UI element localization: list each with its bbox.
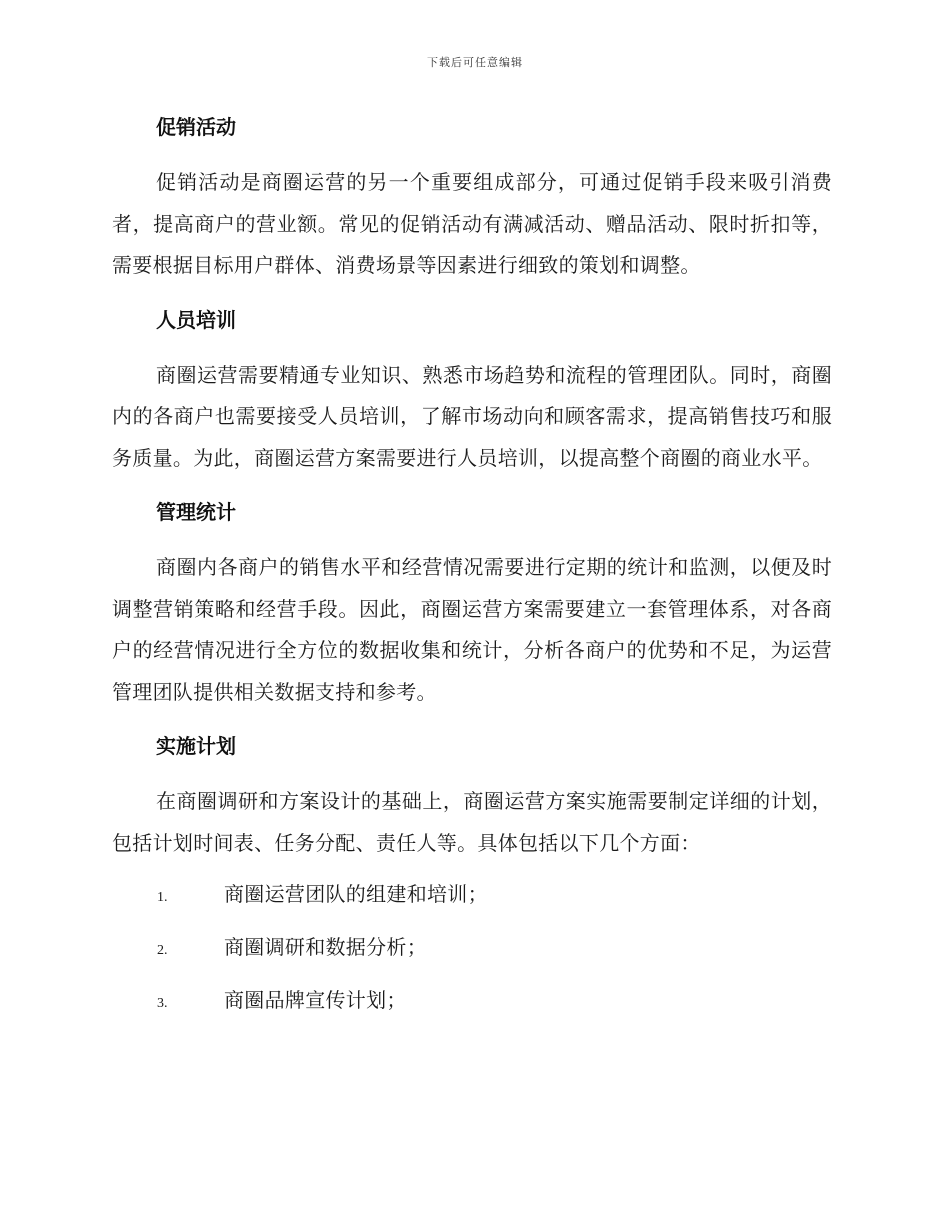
document-body xyxy=(112,108,832,1037)
section-heading-promotions: 促销活动 xyxy=(156,115,236,139)
list-item-number: 1. xyxy=(157,890,168,905)
section-heading-statistics: 管理统计 xyxy=(156,500,236,524)
implementation-list xyxy=(112,878,832,1037)
list-item-text: 商圈调研和数据分析； xyxy=(224,935,427,959)
list-item-number: 2. xyxy=(157,943,168,958)
list-item xyxy=(112,984,832,1037)
paragraph-implementation: 在商圈调研和方案设计的基础上，商圈运营方案实施需要制定详细的计划，包括计划时间表、任务分配、责任人等。具体包括以下几个方面： xyxy=(112,789,832,855)
paragraph-promotions: 促销活动是商圈运营的另一个重要组成部分，可通过促销手段来吸引消费者，提高商户的营业额。常见的促销活动有满减活动、赠品活动、限时折扣等，需要根据目标用户群体、消费场景等因素进行细致的策划和调整。 xyxy=(112,170,832,277)
list-item-text: 商圈运营团队的组建和培训； xyxy=(224,882,488,906)
paragraph-training: 商圈运营需要精通专业知识、熟悉市场趋势和流程的管理团队。同时，商圈内的各商户也需要接受人员培训，了解市场动向和顾客需求，提高销售技巧和服务质量。为此，商圈运营方案需要进行人员培训，以提高整个商圈的商业水平。 xyxy=(112,362,832,470)
section-heading-training: 人员培训 xyxy=(156,307,236,332)
page-header: 下载后可任意编辑 xyxy=(427,56,523,69)
list-item-number: 3. xyxy=(157,996,168,1011)
paragraph-statistics: 商圈内各商户的销售水平和经营情况需要进行定期的统计和监测，以便及时调整营销策略和经营手段。因此，商圈运营方案需要建立一套管理体系，对各商户的经营情况进行全方位的数据收集和统计，分析各商户的优势和不足，为运营管理团队提供相关数据支持和参考。 xyxy=(112,555,832,704)
section-heading-implementation: 实施计划 xyxy=(156,734,236,758)
list-item xyxy=(112,931,832,984)
list-item xyxy=(112,878,832,931)
list-item-text: 商圈品牌宣传计划； xyxy=(224,988,407,1012)
